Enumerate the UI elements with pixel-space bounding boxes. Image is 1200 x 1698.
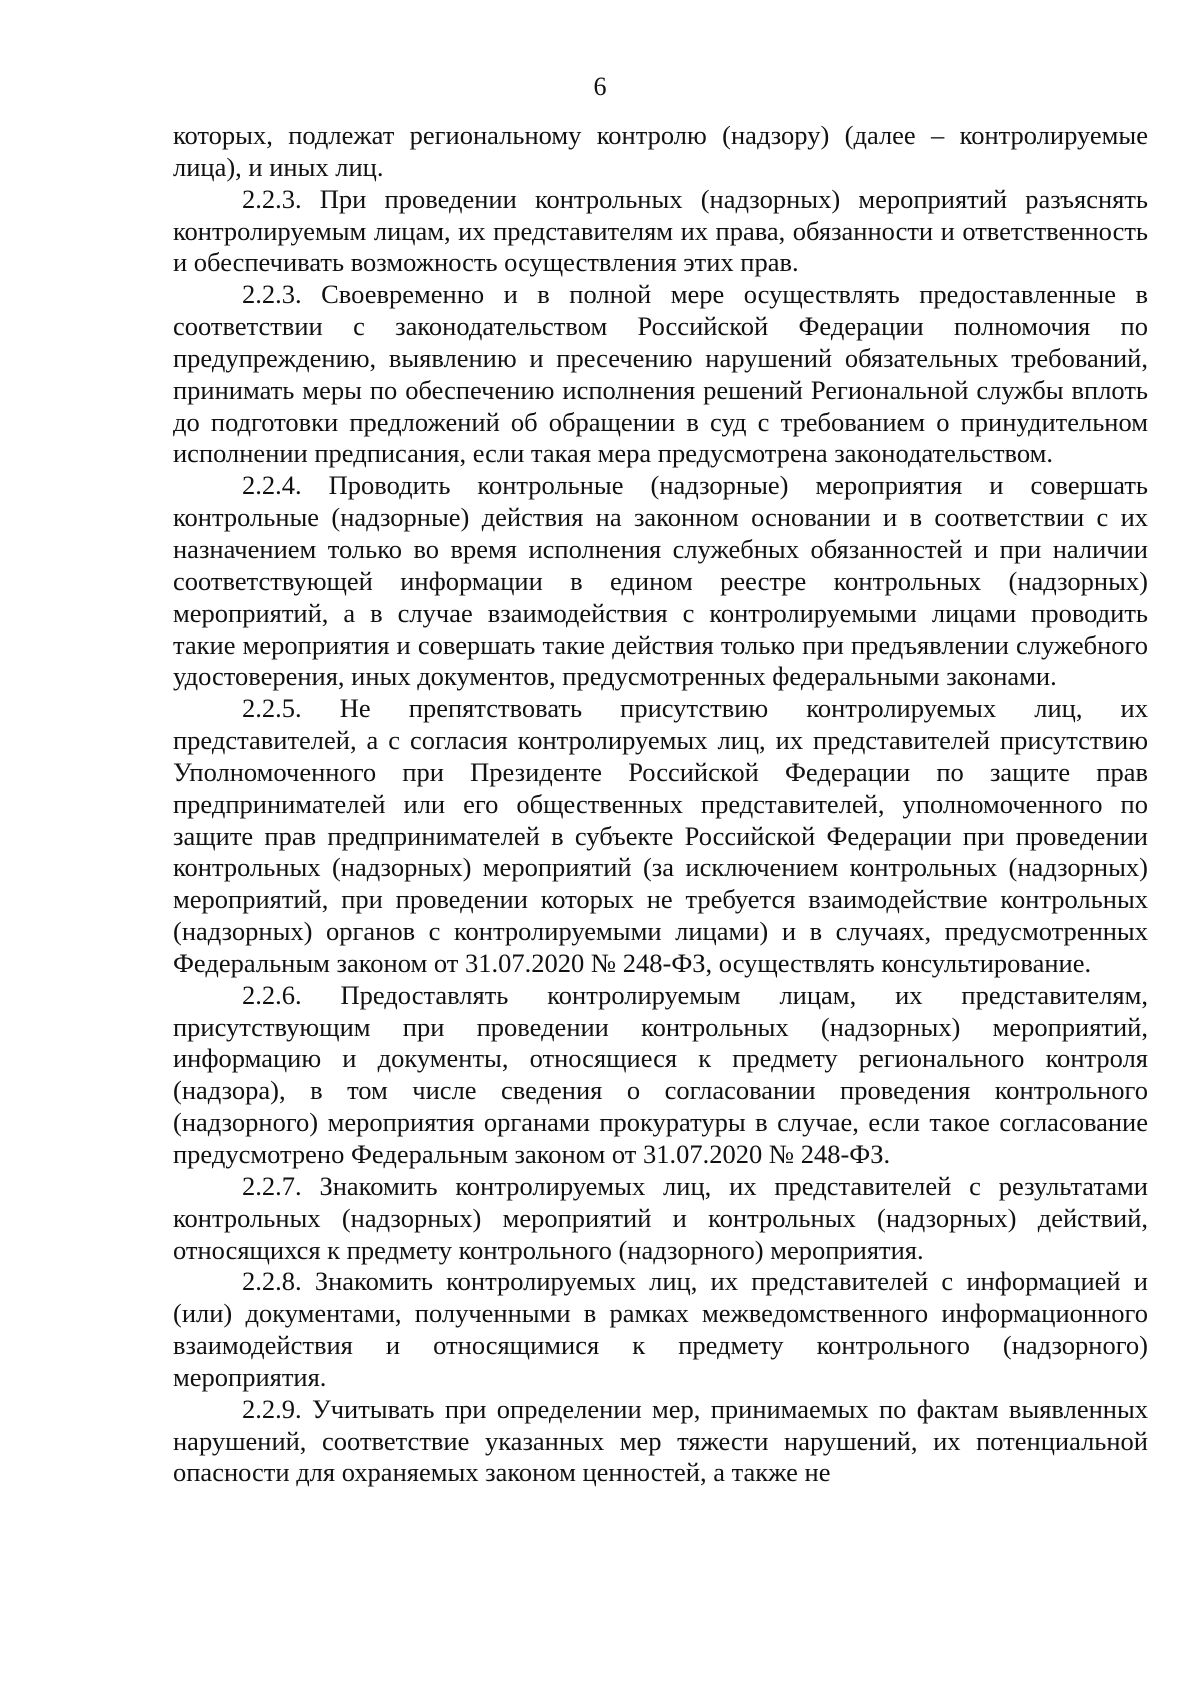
paragraph-2-2-3-exercise-powers: 2.2.3. Своевременно и в полной мере осуществлять предоставленные в соответствии с законодательством Российской Федерации полномочия по предупреждению, выявлению и пресечению нарушений обязательных требований, принимать меры по обеспечению исполнения решений Региональной службы вплоть до подготовки предложений об обращении в суд с требованием о принудительном исполнении предписания, если такая мера предусмотрена законодательством. bbox=[173, 279, 1148, 469]
paragraph-2-2-8: 2.2.8. Знакомить контролируемых лиц, их представителей с информацией и (или) документами, полученными в рамках межведомственного информационного взаимодействия и относящимися к предмету контрольного (надзорного) мероприятия. bbox=[173, 1266, 1148, 1392]
paragraph-2-2-3-explain-rights: 2.2.3. При проведении контрольных (надзорных) мероприятий разъяснять контролируемым лицам, их представителям их права, обязанности и ответственность и обеспечивать возможность осуществления этих прав. bbox=[173, 183, 1148, 278]
page-number: 6 bbox=[593, 72, 607, 101]
paragraph-2-2-7: 2.2.7. Знакомить контролируемых лиц, их представителей с результатами контрольных (надзорных) мероприятий и контрольных (надзорных) действий, относящихся к предмету контрольного (надзорного) мероприятия. bbox=[173, 1170, 1148, 1265]
paragraph-2-2-9: 2.2.9. Учитывать при определении мер, принимаемых по фактам выявленных нарушений, соответствие указанных мер тяжести нарушений, их потенциальной опасности для охраняемых законом ценностей, а также не bbox=[173, 1393, 1148, 1488]
paragraph-2-2-5: 2.2.5. Не препятствовать присутствию контролируемых лиц, их представителей, а с согласия контролируемых лиц, их представителей присутствию Уполномоченного при Президенте Российской Федерации по защите прав предпринимателей или его общественных представителей, уполномоченного по защите прав предпринимателей в субъекте Российской Федерации при проведении контрольных (надзорных) мероприятий (за исключением контрольных (надзорных) мероприятий, при проведении которых не требуется взаимодействие контрольных (надзорных) органов с контролируемыми лицами) и в случаях, предусмотренных Федеральным законом от 31.07.2020 № 248-ФЗ, осуществлять консультирование. bbox=[173, 693, 1148, 978]
document-body bbox=[173, 120, 1148, 1489]
paragraph-continuation: которых, подлежат региональному контролю (надзору) (далее – контролируемые лица), и иных лиц. bbox=[173, 120, 1148, 182]
paragraph-2-2-6: 2.2.6. Предоставлять контролируемым лицам, их представителям, присутствующим при проведении контрольных (надзорных) мероприятий, информацию и документы, относящиеся к предмету регионального контроля (надзора), в том числе сведения о согласовании проведения контрольного (надзорного) мероприятия органами прокуратуры в случае, если такое согласование предусмотрено Федеральным законом от 31.07.2020 № 248-ФЗ. bbox=[173, 979, 1148, 1169]
paragraph-2-2-4: 2.2.4. Проводить контрольные (надзорные) мероприятия и совершать контрольные (надзорные) действия на законном основании и в соответствии с их назначением только во время исполнения служебных обязанностей и при наличии соответствующей информации в едином реестре контрольных (надзорных) мероприятий, а в случае взаимодействия с контролируемыми лицами проводить такие мероприятия и совершать такие действия только при предъявлении служебного удостоверения, иных документов, предусмотренных федеральными законами. bbox=[173, 470, 1148, 692]
